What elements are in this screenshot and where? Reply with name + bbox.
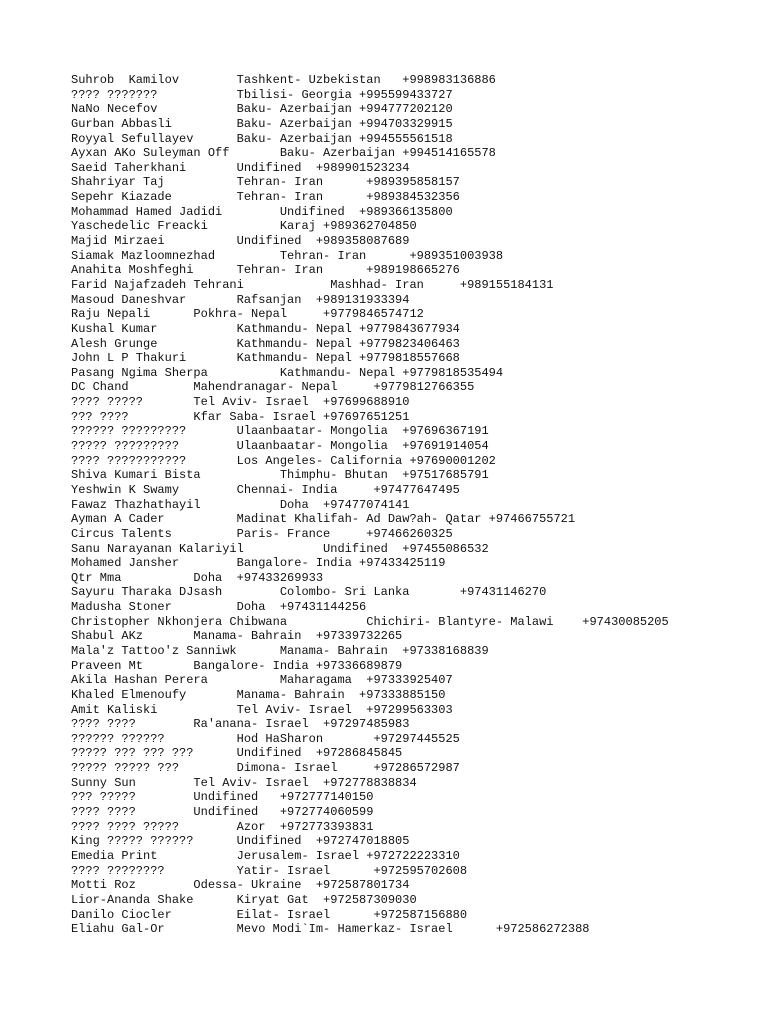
contact-line: Amit Kaliski Tel Aviv- Israel +97299563303 <box>71 702 453 717</box>
contact-line: Shiva Kumari Bista Thimphu- Bhutan +97517685791 <box>71 468 489 483</box>
contact-line: Siamak Mazloomnezhad Tehran- Iran +989351003938 <box>71 248 504 263</box>
contact-line: ????? ????? ??? Dimona- Israel +97286572987 <box>71 761 460 776</box>
contact-line: Qtr Mma Doha +97433269933 <box>71 570 324 585</box>
contact-line: Sanu Narayanan Kalariyil Undifined +97455086532 <box>71 541 489 556</box>
contact-line: Anahita Moshfeghi Tehran- Iran +989198665276 <box>71 263 460 278</box>
contact-line: ??? ???? Kfar Saba- Israel +97697651251 <box>71 409 410 424</box>
contact-line: Kushal Kumar Kathmandu- Nepal +9779843677934 <box>71 321 460 336</box>
contact-line: Lior-Ananda Shake Kiryat Gat +972587309030 <box>71 892 417 907</box>
contact-line: DC Chand Mahendranagar- Nepal +9779812766355 <box>71 380 475 395</box>
contact-line: Eliahu Gal-Or Mevo Modi`Im- Hamerkaz- Israel +972586272388 <box>71 922 590 937</box>
contact-line: ??? ????? Undifined +972777140150 <box>71 790 374 805</box>
contact-line: Shabul AKz Manama- Bahrain +97339732265 <box>71 629 403 644</box>
contact-line: Gurban Abbasli Baku- Azerbaijan +994703329915 <box>71 116 453 131</box>
contact-line: Yaschedelic Freacki Karaj +989362704850 <box>71 219 417 234</box>
contact-line: Farid Najafzadeh Tehrani Mashhad- Iran +989155184131 <box>71 277 554 292</box>
contact-line: Royyal Sefullayev Baku- Azerbaijan +994555561518 <box>71 131 453 146</box>
contact-line: ?????? ?????? Hod HaSharon +97297445525 <box>71 731 460 746</box>
contact-line: Majid Mirzaei Undifined +989358087689 <box>71 234 410 249</box>
contact-line: Ayxan AKo Suleyman Off Baku- Azerbaijan +994514165578 <box>71 146 496 161</box>
contact-line: ???? ??????????? Los Angeles- California +97690001202 <box>71 453 496 468</box>
contact-line: Motti Roz Odessa- Ukraine +972587801734 <box>71 878 410 893</box>
contact-line: Shahriyar Taj Tehran- Iran +989395858157 <box>71 175 460 190</box>
contact-line: ????? ????????? Ulaanbaatar- Mongolia +97691914054 <box>71 439 489 454</box>
contact-line: Alesh Grunge Kathmandu- Nepal +9779823406463 <box>71 336 460 351</box>
contact-line: Khaled Elmenoufy Manama- Bahrain +97333885150 <box>71 687 446 702</box>
contact-line: ???? ??????? Tbilisi- Georgia +995599433727 <box>71 87 453 102</box>
contact-line: Pasang Ngima Sherpa Kathmandu- Nepal +9779818535494 <box>71 365 504 380</box>
contact-line: Mohammad Hamed Jadidi Undifined +989366135800 <box>71 204 453 219</box>
contact-line: Sayuru Tharaka DJsash Colombo- Sri Lanka +97431146270 <box>71 585 547 600</box>
contact-line: Christopher Nkhonjera Chibwana Chichiri- Blantyre- Malawi +97430085205 <box>71 614 669 629</box>
contact-line: Sunny Sun Tel Aviv- Israel +972778838834 <box>71 775 417 790</box>
contact-line: ???? ???????? Yatir- Israel +972595702608 <box>71 863 468 878</box>
contact-line: Yeshwin K Swamy Chennai- India +97477647495 <box>71 482 460 497</box>
contact-line: ?????? ????????? Ulaanbaatar- Mongolia +97696367191 <box>71 424 489 439</box>
contact-line: Ayman A Cader Madinat Khalifah- Ad Daw?ah- Qatar +97466755721 <box>71 512 576 527</box>
contact-line: Akila Hashan Perera Maharagama +97333925407 <box>71 673 453 688</box>
contact-line: Circus Talents Paris- France +97466260325 <box>71 526 453 541</box>
contact-line: Madusha Stoner Doha +97431144256 <box>71 600 367 615</box>
contact-line: Masoud Daneshvar Rafsanjan +989131933394 <box>71 292 410 307</box>
contact-line: Suhrob Kamilov Tashkent- Uzbekistan +998983136886 <box>71 73 496 87</box>
contact-line: Danilo Ciocler Eilat- Israel +972587156880 <box>71 907 468 922</box>
contact-line: Saeid Taherkhani Undifined +989901523234 <box>71 160 410 175</box>
contact-line: King ????? ?????? Undifined +972747018805 <box>71 834 410 849</box>
contact-line: ????? ??? ??? ??? Undifined +97286845845 <box>71 746 403 761</box>
contact-line: Fawaz Thazhathayil Doha +97477074141 <box>71 497 410 512</box>
contact-listing <box>71 73 669 937</box>
contact-line: NaNo Necefov Baku- Azerbaijan +994777202120 <box>71 102 453 117</box>
contact-line: Emedia Print Jerusalem- Israel +972722223310 <box>71 848 460 863</box>
contact-line: John L P Thakuri Kathmandu- Nepal +9779818557668 <box>71 351 460 366</box>
contact-line: ???? ???? Ra'anana- Israel +97297485983 <box>71 717 410 732</box>
contact-line: ???? ????? Tel Aviv- Israel +97699688910 <box>71 395 410 410</box>
contact-line: Mohamed Jansher Bangalore- India +97433425119 <box>71 556 446 571</box>
contact-line: Mala'z Tattoo'z Sanniwk Manama- Bahrain +97338168839 <box>71 643 489 658</box>
contact-line: Raju Nepali Pokhra- Nepal +9779846574712 <box>71 307 424 322</box>
contact-line: Praveen Mt Bangalore- India +97336689879 <box>71 658 403 673</box>
contact-line: ???? ???? ????? Azor +972773393831 <box>71 819 374 834</box>
contact-line: Sepehr Kiazade Tehran- Iran +989384532356 <box>71 190 460 205</box>
contact-line: ???? ???? Undifined +972774060599 <box>71 805 374 820</box>
